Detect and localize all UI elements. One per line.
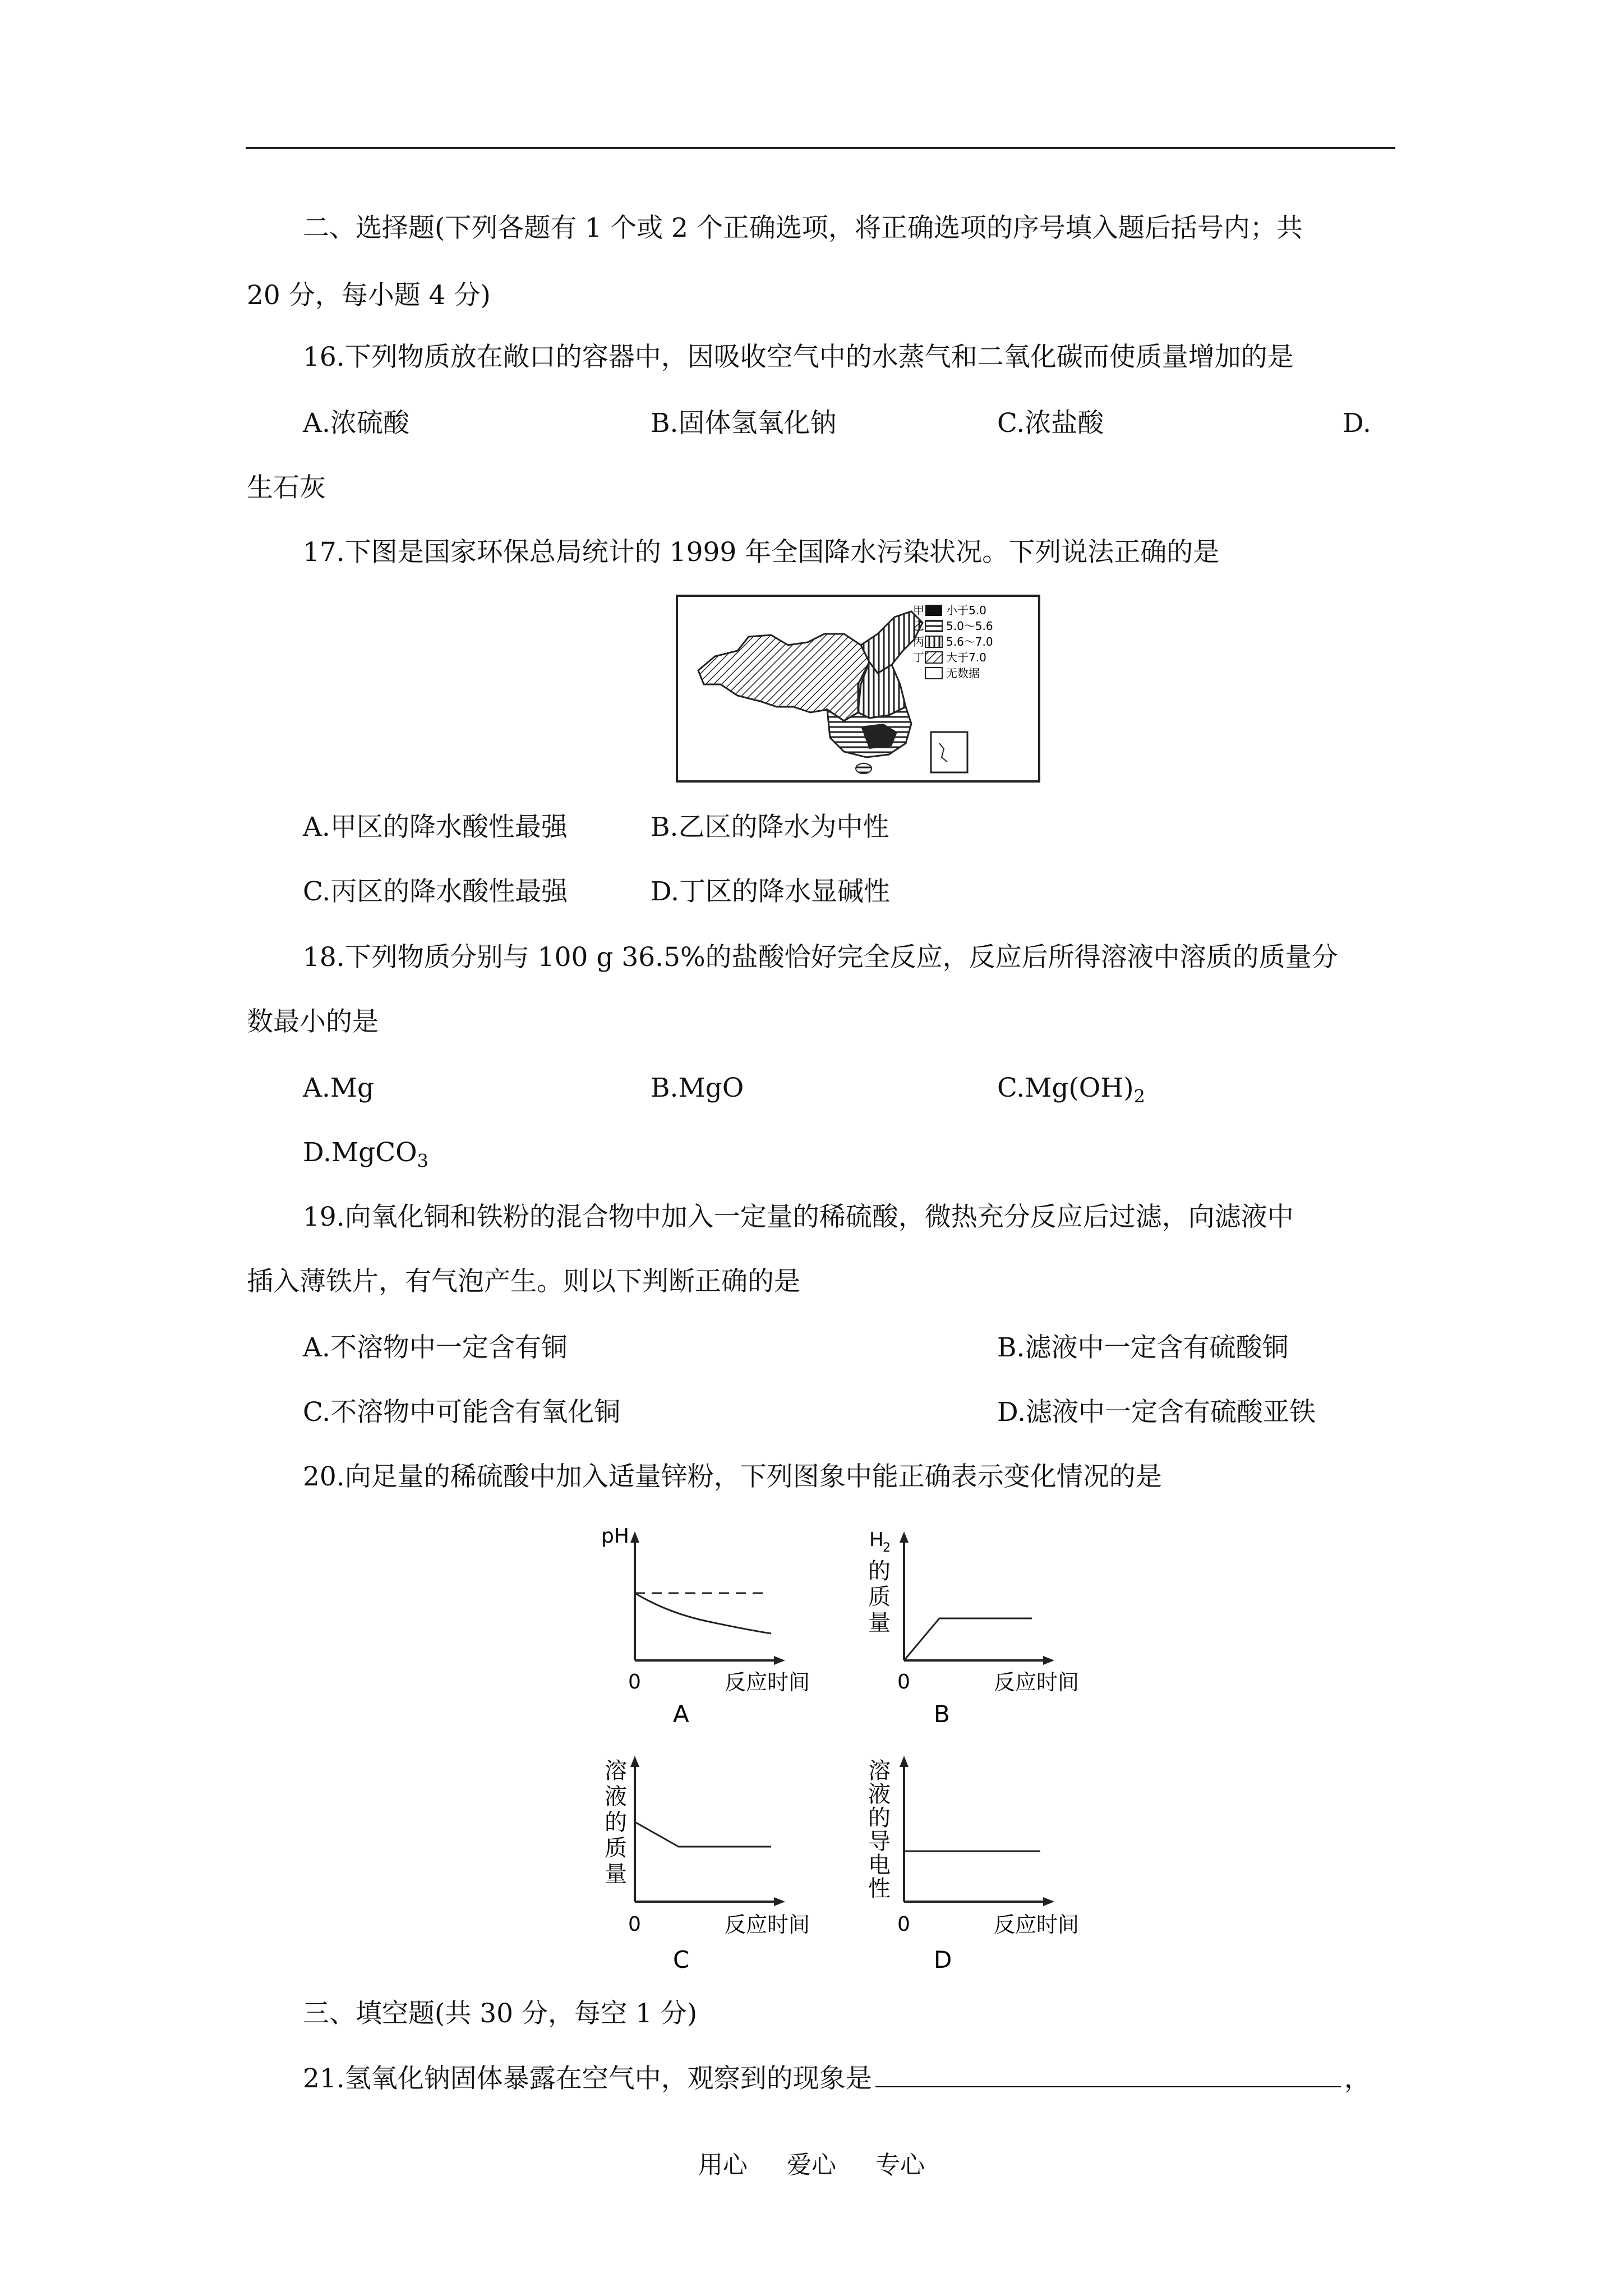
q21-stem: 21.氢氧化钠固体暴露在空气中，观察到的现象是 — [303, 2063, 872, 2094]
graph-c-ylabel-char: 量 — [605, 1861, 627, 1887]
q20-graph-b — [858, 1526, 1110, 1728]
q19-option-d: D.滤液中一定含有硫酸亚铁 — [997, 1397, 1316, 1428]
graph-b-line — [904, 1618, 1032, 1660]
graph-a-ylabel: pH — [601, 1526, 629, 1548]
graph-c-line — [635, 1822, 771, 1847]
q20-graph-a — [594, 1526, 830, 1728]
graph-d-ylabel-char: 导 — [868, 1829, 891, 1855]
map-inset-box — [931, 732, 967, 772]
graph-c-ylabel-char: 质 — [605, 1835, 627, 1861]
q16-option-a: A.浓硫酸 — [303, 408, 409, 439]
section2-heading-line2: 20 分，每小题 4 分) — [247, 280, 491, 311]
legend-range-1: 5.0～5.6 — [946, 619, 993, 633]
q20-graph-d — [858, 1750, 1110, 1975]
footer-item: 爱心 — [787, 2151, 836, 2179]
q21-tail: ， — [1344, 2063, 1371, 2094]
graph-b-ylabel-h: H — [869, 1529, 884, 1551]
graph-b-label: B — [934, 1700, 950, 1728]
graph-d-label: D — [934, 1946, 952, 1973]
q18-option-b: B.MgO — [651, 1073, 744, 1103]
graph-c-xlabel: 反应时间 — [725, 1912, 810, 1937]
map-hainan — [856, 763, 872, 774]
q18-stem-line1: 18.下列物质分别与 100 g 36.5%的盐酸恰好完全反应，反应后所得溶液中溶质的质量分 — [303, 942, 1338, 973]
graph-c-ylabel-char: 溶 — [605, 1758, 627, 1784]
graph-d-ylabel-char: 液 — [868, 1782, 891, 1807]
graph-d-ylabel-char: 溶 — [868, 1758, 891, 1784]
q17-option-b: B.乙区的降水为中性 — [651, 812, 889, 843]
page-footer — [0, 2145, 1623, 2180]
q18-stem-line2: 数最小的是 — [247, 1006, 379, 1037]
graph-b-ylabel-char: 质 — [868, 1584, 891, 1610]
q17-option-a: A.甲区的降水酸性最强 — [303, 812, 568, 843]
section3-heading: 三、填空题(共 30 分，每空 1 分) — [303, 1998, 698, 2029]
q19-option-b: B.滤液中一定含有硫酸铜 — [997, 1332, 1289, 1363]
graph-c-ylabel-char: 液 — [605, 1784, 627, 1810]
q19-option-c: C.不溶物中可能含有氧化铜 — [303, 1397, 621, 1428]
q17-option-d: D.丁区的降水显碱性 — [651, 876, 890, 907]
footer-item: 用心 — [698, 2151, 748, 2179]
q16-option-d-text: 生石灰 — [247, 472, 326, 503]
q16-option-b: B.固体氢氧化钠 — [651, 408, 837, 439]
graph-d-xlabel: 反应时间 — [994, 1912, 1080, 1937]
q16-option-d-prefix: D. — [1343, 408, 1371, 439]
legend-range-4: 无数据 — [946, 666, 980, 680]
graph-d-ylabel-char: 性 — [868, 1876, 891, 1902]
q18-option-c: $C.Mg(OH)_2$ — [997, 1073, 1145, 1107]
graph-a-label: A — [673, 1700, 689, 1728]
header-rule — [246, 147, 1395, 149]
q21-line — [303, 2062, 1371, 2096]
q16-stem: 16.下列物质放在敞口的容器中，因吸收空气中的水蒸气和二氧化碳而使质量增加的是 — [303, 342, 1294, 372]
section2-heading-line1: 二、选择题(下列各题有 1 个或 2 个正确选项，将正确选项的序号填入题后括号内；共 — [303, 213, 1303, 243]
q20-graph-c — [594, 1750, 830, 1975]
q19-stem-line2: 插入薄铁片，有气泡产生。则以下判断正确的是 — [247, 1266, 800, 1297]
q16-option-c: C.浓盐酸 — [997, 408, 1104, 439]
graph-b-ylabel-sub: 2 — [883, 1541, 891, 1555]
graph-b-xlabel: 反应时间 — [994, 1670, 1080, 1695]
graph-c-origin: 0 — [628, 1913, 641, 1936]
legend-range-3: 大于7.0 — [946, 651, 986, 664]
graph-d-origin: 0 — [897, 1913, 910, 1936]
graph-b-origin: 0 — [897, 1671, 910, 1694]
q18-option-a: A.Mg — [303, 1073, 375, 1103]
legend-name-1: 乙 — [913, 619, 924, 633]
china-rain-ph-map — [676, 595, 1040, 783]
legend-name-0: 甲 — [913, 604, 924, 617]
q17-option-c: C.丙区的降水酸性最强 — [303, 876, 568, 907]
graph-a-curve — [635, 1593, 771, 1634]
legend-range-2: 5.6～7.0 — [946, 635, 993, 648]
q21-answer-blank[interactable] — [875, 2062, 1341, 2087]
q17-stem: 17.下图是国家环保总局统计的 1999 年全国降水污染状况。下列说法正确的是 — [303, 537, 1220, 568]
graph-c-ylabel-char: 的 — [605, 1810, 627, 1835]
q19-option-a: A.不溶物中一定含有铜 — [303, 1332, 568, 1363]
graph-d-ylabel-char: 的 — [868, 1805, 891, 1831]
q19-stem-line1: 19.向氧化铜和铁粉的混合物中加入一定量的稀硫酸，微热充分反应后过滤，向滤液中 — [303, 1202, 1294, 1232]
graph-d-ylabel-char: 电 — [868, 1852, 891, 1878]
legend-range-0: 小于5.0 — [946, 604, 986, 617]
legend-name-3: 丁 — [913, 651, 924, 664]
q18-option-d: D.MgCO$_3$ — [303, 1137, 429, 1172]
q20-stem: 20.向足量的稀硫酸中加入适量锌粉，下列图象中能正确表示变化情况的是 — [303, 1461, 1162, 1492]
legend-name-2: 丙 — [913, 635, 924, 648]
graph-b-ylabel-char: 量 — [868, 1610, 891, 1636]
graph-c-label: C — [673, 1946, 690, 1973]
graph-b-ylabel-char: 的 — [868, 1558, 891, 1584]
graph-a-origin: 0 — [628, 1671, 641, 1694]
footer-item: 专心 — [875, 2151, 925, 2179]
graph-a-xlabel: 反应时间 — [725, 1670, 810, 1695]
